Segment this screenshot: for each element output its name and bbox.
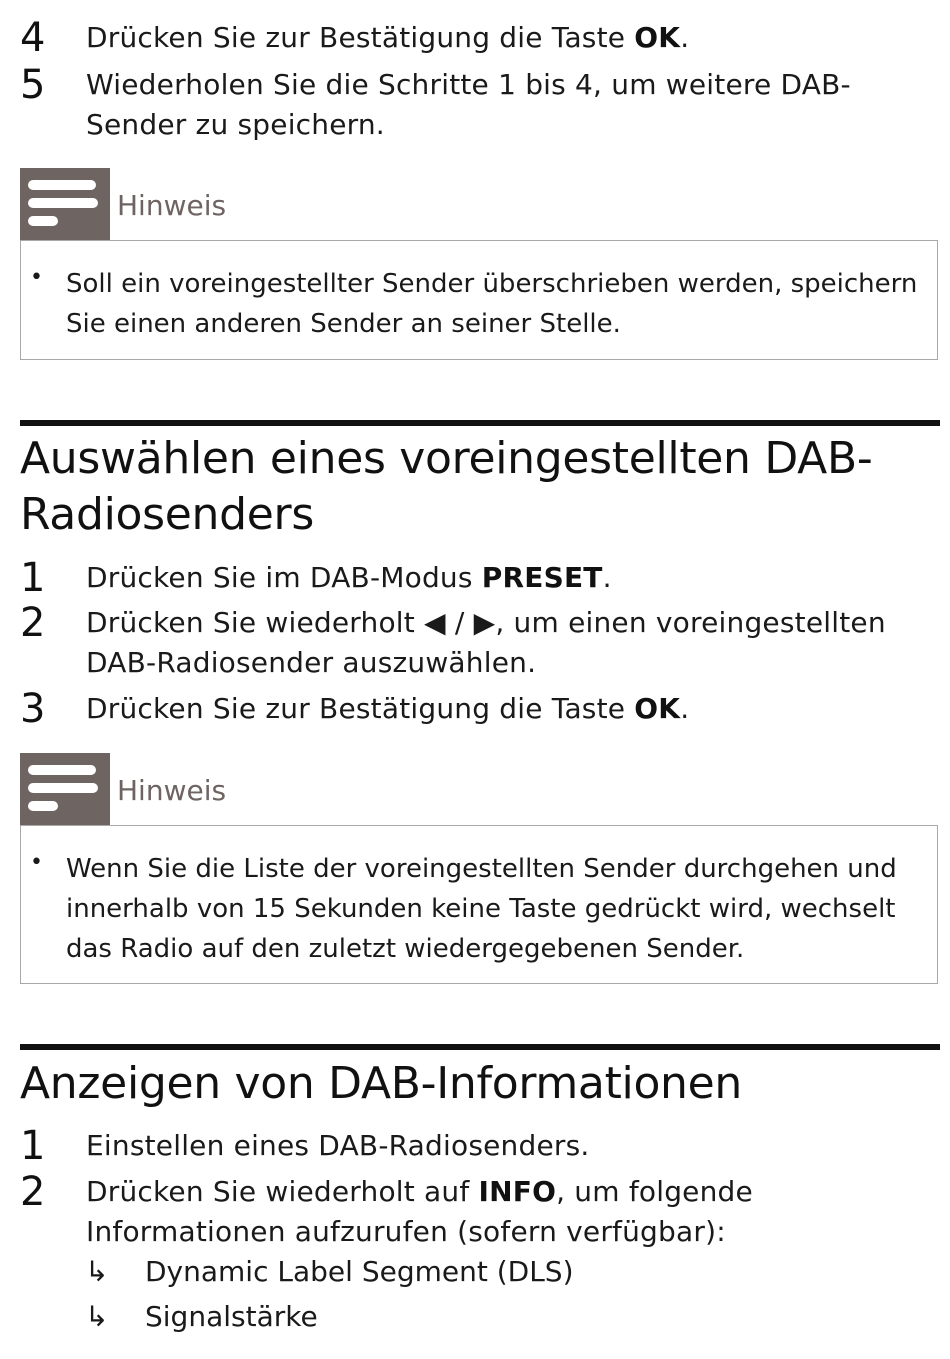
step-number: 5: [20, 62, 46, 108]
bullet: •: [30, 850, 43, 875]
note-icon: [20, 168, 110, 240]
note-text: Wenn Sie die Liste der voreingestellten Sender durchgehen und innerhalb von 15 Sekunden keine Taste gedrückt wird, wechselt das Radio auf den zuletzt wiedergegebenen Sender.: [66, 854, 897, 964]
step-text: Einstellen eines DAB-Radiosenders.: [86, 1129, 590, 1162]
step-text: Wiederholen Sie die Schritte 1 bis 4, um weitere DAB-Sender zu speichern.: [86, 68, 851, 141]
ok-key-label: OK: [634, 21, 681, 54]
step-text-part: .: [680, 692, 690, 725]
step-text: [86, 689, 940, 729]
info-key-label: INFO: [478, 1175, 557, 1208]
step-text-part: Drücken Sie wiederholt auf: [86, 1175, 479, 1208]
note-text: Soll ein voreingestellter Sender überschrieben werden, speichern Sie einen anderen Sender an seiner Stelle.: [66, 269, 918, 339]
result-arrow-icon: ↳: [85, 1255, 109, 1288]
section-divider: [20, 1044, 940, 1050]
note-title: Hinweis: [117, 189, 227, 222]
step-text-part: .: [602, 561, 612, 594]
step-text-part: Drücken Sie wiederholt: [86, 606, 425, 639]
step-text-part: Drücken Sie im DAB-Modus: [86, 561, 482, 594]
step-text-part: , um einen voreingestellten DAB-Radiosender auszuwählen.: [86, 606, 886, 679]
result-text: Dynamic Label Segment (DLS): [145, 1255, 574, 1288]
step-text: [86, 18, 940, 58]
note-title: Hinweis: [117, 774, 227, 807]
ok-key-label: OK: [634, 692, 681, 725]
arrow-keys-icon: ◀ / ▶: [424, 606, 496, 639]
section-heading: Auswählen eines voreingestellten DAB-Radiosenders: [20, 433, 873, 540]
result-text: Signalstärke: [145, 1300, 318, 1333]
step-number: 2: [20, 600, 46, 646]
step-text-part: Drücken Sie zur Bestätigung die Taste: [86, 21, 635, 54]
step-text: [86, 603, 940, 683]
note-box: [20, 240, 938, 360]
step-text-part: , um folgende Informationen aufzurufen (sofern verfügbar):: [86, 1175, 753, 1248]
step-text: [86, 1172, 940, 1252]
preset-key-label: PRESET: [481, 561, 603, 594]
step-number: 2: [20, 1169, 46, 1215]
note-box: [20, 825, 938, 984]
bullet: •: [30, 265, 43, 290]
step-number: 1: [20, 555, 46, 601]
step-text-part: .: [680, 21, 690, 54]
step-number: 3: [20, 686, 46, 732]
result-arrow-icon: ↳: [85, 1300, 109, 1333]
section-heading: Anzeigen von DAB-Informationen: [20, 1058, 743, 1109]
step-text-part: Drücken Sie zur Bestätigung die Taste: [86, 692, 635, 725]
step-number: 1: [20, 1123, 46, 1169]
section-divider: [20, 420, 940, 426]
note-icon: [20, 753, 110, 825]
step-number: 4: [20, 15, 46, 61]
step-text: [86, 558, 940, 598]
